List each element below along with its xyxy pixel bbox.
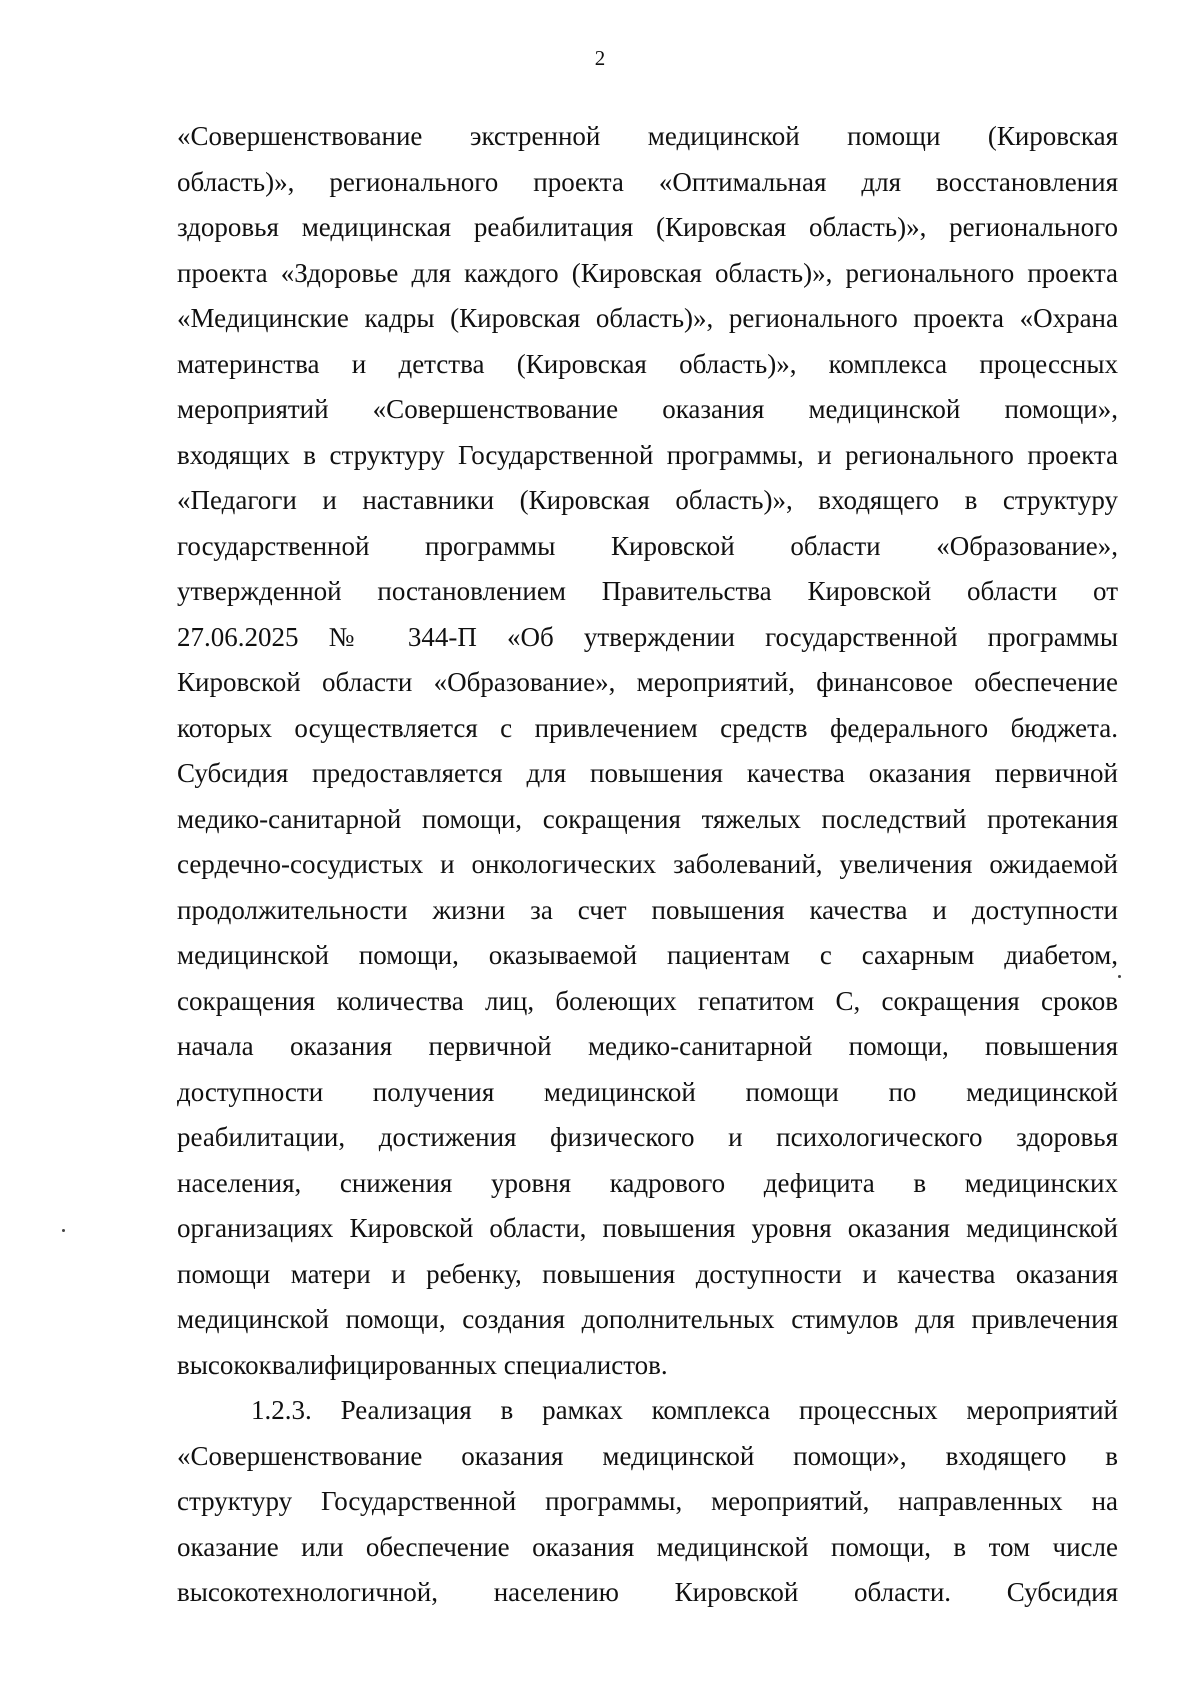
text-line: проекта «Здоровье для каждого (Кировская область)», регионального проекта xyxy=(177,257,1118,288)
text-line: медицинской помощи, создания дополнительных стимулов для привлечения xyxy=(177,1304,1118,1334)
text-line: Субсидия предоставляется для повышения качества оказания первичной xyxy=(177,758,1118,788)
text-line: медицинской помощи, оказываемой пациентам с сахарным диабетом, xyxy=(177,940,1118,970)
text-line: область)», регионального проекта «Оптимальная для восстановления xyxy=(177,166,1118,197)
text-line: сердечно-сосудистых и онкологических заболеваний, увеличения ожидаемой xyxy=(177,849,1118,879)
text-line: реабилитации, достижения физического и психологического здоровья xyxy=(177,1122,1118,1152)
text-line: начала оказания первичной медико-санитарной помощи, повышения xyxy=(177,1031,1118,1061)
text-line: населения, снижения уровня кадрового дефицита в медицинских xyxy=(177,1167,1118,1198)
text-line: «Совершенствование оказания медицинской помощи», входящего в xyxy=(177,1440,1118,1471)
scan-speck xyxy=(62,1229,65,1232)
text-line: 27.06.2025 № 344-П «Об утверждении государственной программы xyxy=(177,621,1118,652)
text-line: помощи матери и ребенку, повышения доступности и качества оказания xyxy=(177,1258,1118,1289)
text-line: структуру Государственной программы, мероприятий, направленных на xyxy=(177,1486,1118,1516)
text-line: доступности получения медицинской помощи по медицинской xyxy=(177,1076,1118,1107)
text-line: Кировской области «Образование», мероприятий, финансовое обеспечение xyxy=(177,667,1118,697)
paragraph-2 xyxy=(177,1388,1118,1616)
text-line: утвержденной постановлением Правительства Кировской области от xyxy=(177,576,1118,606)
text-line: которых осуществляется с привлечением средств федерального бюджета. xyxy=(177,712,1118,743)
text-line: материнства и детства (Кировская область)», комплекса процессных xyxy=(177,348,1118,379)
text-line: «Совершенствование экстренной медицинской помощи (Кировская xyxy=(177,121,1118,151)
text-line: входящих в структуру Государственной программы, и регионального проекта xyxy=(177,439,1118,470)
text-line: «Педагоги и наставники (Кировская область)», входящего в структуру xyxy=(177,485,1118,515)
text-line: мероприятий «Совершенствование оказания медицинской помощи», xyxy=(177,394,1118,424)
document-body xyxy=(177,114,1118,1616)
text-line: высококвалифицированных специалистов. xyxy=(177,1349,668,1380)
text-line: организациях Кировской области, повышения уровня оказания медицинской xyxy=(177,1213,1118,1243)
text-line: высокотехнологичной, населению Кировской области. Субсидия xyxy=(177,1577,1118,1607)
scan-speck xyxy=(1118,975,1121,978)
paragraph-1 xyxy=(177,114,1118,1388)
text-line: медико-санитарной помощи, сокращения тяжелых последствий протекания xyxy=(177,803,1118,834)
text-line: 1.2.3. Реализация в рамках комплекса процессных мероприятий xyxy=(251,1395,1118,1425)
text-line: продолжительности жизни за счет повышения качества и доступности xyxy=(177,894,1118,925)
text-line: «Медицинские кадры (Кировская область)», регионального проекта «Охрана xyxy=(177,303,1118,333)
text-line: государственной программы Кировской области «Образование», xyxy=(177,530,1118,561)
page-number: 2 xyxy=(594,46,606,70)
text-line: оказание или обеспечение оказания медицинской помощи, в том числе xyxy=(177,1531,1118,1562)
text-line: здоровья медицинская реабилитация (Кировская область)», регионального xyxy=(177,212,1118,242)
text-line: сокращения количества лиц, болеющих гепатитом С, сокращения сроков xyxy=(177,985,1118,1016)
